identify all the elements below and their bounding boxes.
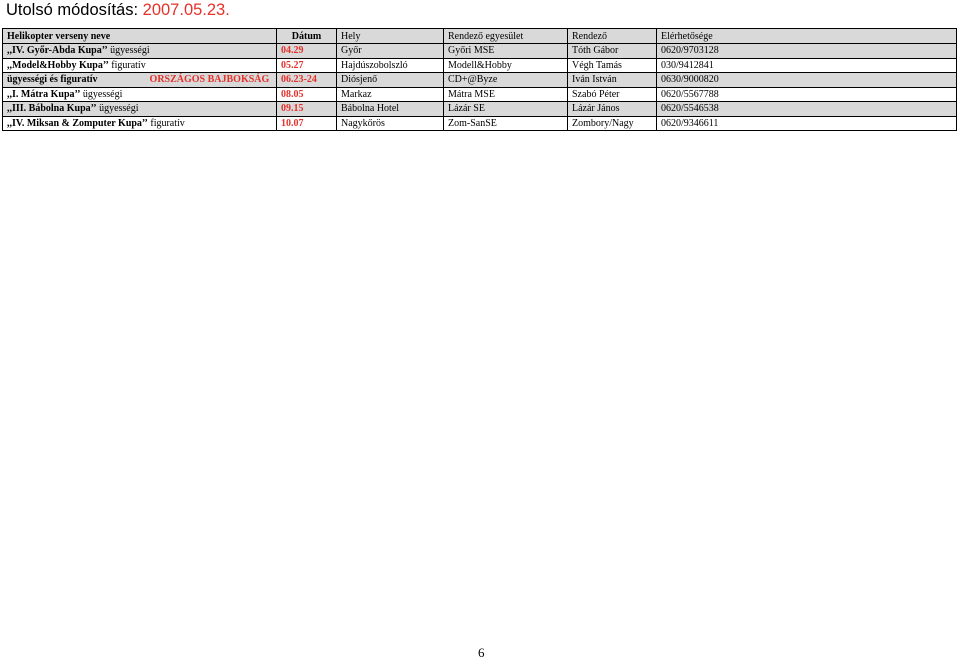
competition-title: ,,III. Bábolna Kupa’’ xyxy=(7,103,97,115)
organizer-cell: Lázár János xyxy=(568,102,657,117)
contact-cell: 0620/5567788 xyxy=(657,87,957,102)
table-row xyxy=(3,87,957,102)
contact-cell: 030/9412841 xyxy=(657,58,957,73)
club-cell: Győri MSE xyxy=(444,44,568,59)
table-row xyxy=(3,116,957,131)
club-cell: CD+@Byze xyxy=(444,73,568,88)
competition-type: ügyességi xyxy=(80,88,123,100)
date-cell: 04.29 xyxy=(277,44,337,59)
date-cell: 08.05 xyxy=(277,87,337,102)
competition-name-cell xyxy=(3,87,277,102)
place-cell: Diósjenő xyxy=(337,73,444,88)
organizer-cell: Szabó Péter xyxy=(568,87,657,102)
column-header-date: Dátum xyxy=(277,29,337,44)
table-header-row xyxy=(3,29,957,44)
date-cell: 10.07 xyxy=(277,116,337,131)
contact-cell: 0630/9000820 xyxy=(657,73,957,88)
club-cell: Modell&Hobby xyxy=(444,58,568,73)
column-header-contact: Elérhetősége xyxy=(657,29,957,44)
competition-type: ügyességi xyxy=(96,103,139,115)
club-cell: Zom-SanSE xyxy=(444,116,568,131)
competition-name-cell xyxy=(3,44,277,59)
last-modified-label: Utolsó módosítás: xyxy=(6,1,139,19)
competition-name-cell xyxy=(3,73,277,88)
competition-title: ,,I. Mátra Kupa’’ xyxy=(7,88,81,100)
last-modified-date: 2007.05.23. xyxy=(142,1,230,19)
table-row xyxy=(3,102,957,117)
page-number: 6 xyxy=(478,645,485,660)
organizer-cell: Zombory/Nagy xyxy=(568,116,657,131)
table-row xyxy=(3,73,957,88)
table-row xyxy=(3,58,957,73)
contact-cell: 0620/5546538 xyxy=(657,102,957,117)
competition-name-cell xyxy=(3,102,277,117)
column-header-name: Helikopter verseny neve xyxy=(3,29,277,44)
competition-type: figuratív xyxy=(108,59,146,71)
organizer-cell: Végh Tamás xyxy=(568,58,657,73)
date-cell: 09.15 xyxy=(277,102,337,117)
competition-title: ügyességi és figuratív xyxy=(7,74,98,86)
championship-label: ORSZÁGOS BAJBOKSÁG xyxy=(149,74,270,86)
column-header-club: Rendező egyesület xyxy=(444,29,568,44)
club-cell: Lázár SE xyxy=(444,102,568,117)
date-cell: 05.27 xyxy=(277,58,337,73)
place-cell: Nagykőrös xyxy=(337,116,444,131)
organizer-cell: Tóth Gábor xyxy=(568,44,657,59)
competition-type: ügyességi xyxy=(107,45,150,57)
competition-title: ,,IV. Győr-Abda Kupa’’ xyxy=(7,45,108,57)
organizer-cell: Iván István xyxy=(568,73,657,88)
place-cell: Bábolna Hotel xyxy=(337,102,444,117)
column-header-organizer: Rendező xyxy=(568,29,657,44)
last-modified-header xyxy=(6,1,230,20)
competition-title: ,,Model&Hobby Kupa’’ xyxy=(7,59,109,71)
place-cell: Markaz xyxy=(337,87,444,102)
competition-type: figuratív xyxy=(147,117,185,129)
table-row xyxy=(3,44,957,59)
competition-table xyxy=(2,28,957,131)
competition-title: ,,IV. Miksan & Zomputer Kupa’’ xyxy=(7,117,148,129)
column-header-place: Hely xyxy=(337,29,444,44)
place-cell: Hajdúszobolszló xyxy=(337,58,444,73)
contact-cell: 0620/9703128 xyxy=(657,44,957,59)
date-cell: 06.23-24 xyxy=(277,73,337,88)
competition-name-cell xyxy=(3,116,277,131)
club-cell: Mátra MSE xyxy=(444,87,568,102)
contact-cell: 0620/9346611 xyxy=(657,116,957,131)
competition-name-cell xyxy=(3,58,277,73)
place-cell: Győr xyxy=(337,44,444,59)
